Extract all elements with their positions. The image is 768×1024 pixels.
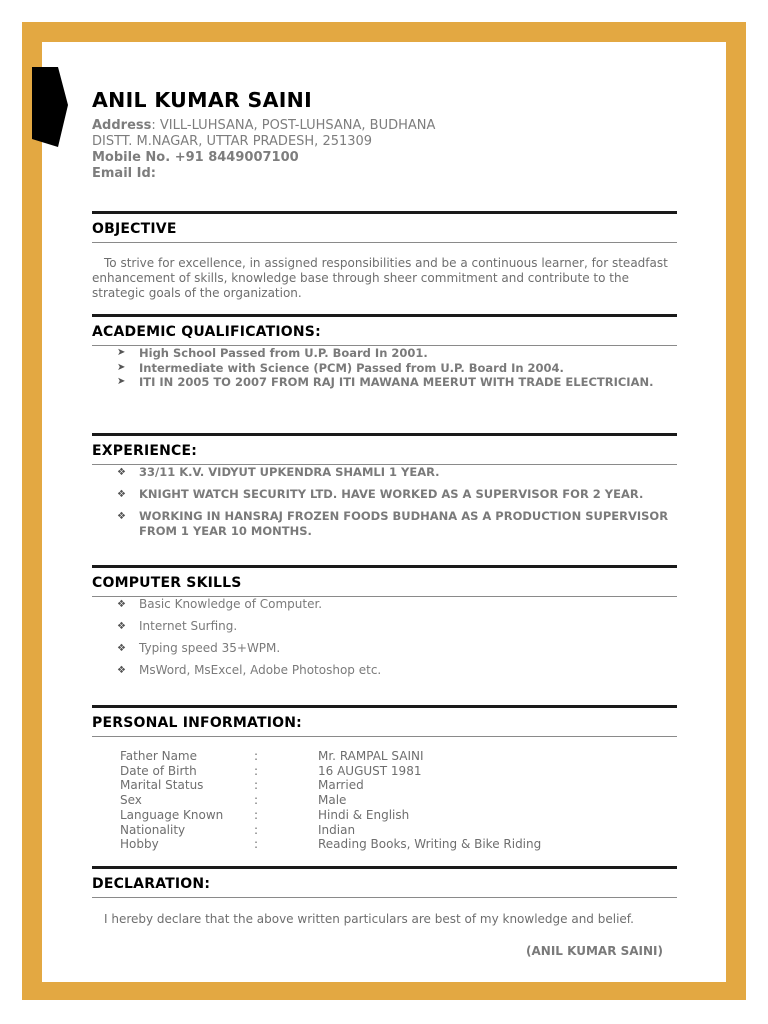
objective-heading: OBJECTIVE [92,221,177,237]
academic-section [92,314,677,390]
list-item: ➤ Intermediate with Science (PCM) Passed from U.P. Board In 2004. [117,360,564,375]
list-item: ❖ Internet Surfing. [117,619,238,633]
skills-list [92,597,677,678]
candidate-name: ANIL KUMAR SAINI [92,88,313,112]
arrow-bullet-icon: ➤ [117,347,126,358]
diamond-bullet-icon: ❖ [117,621,126,632]
address-label: Address [92,118,152,133]
objective-section [92,211,677,301]
list-item: ❖ 33/11 K.V. VIDYUT UPKENDRA SHAMLI 1 YEAR. [117,465,440,479]
table-row: Language Known : Hindi & English [120,807,410,822]
table-row: Father Name : Mr. RAMPAL SAINI [120,749,424,763]
arrow-bullet-icon: ➤ [117,361,126,373]
experience-heading: EXPERIENCE: [92,443,198,459]
skills-section [92,565,677,685]
list-item: ❖ Typing speed 35+WPM. [117,641,281,655]
contact-block [92,118,677,182]
section-divider [92,242,677,243]
diamond-bullet-icon: ❖ [117,511,126,522]
personal-section [92,705,677,852]
list-item: ❖ KNIGHT WATCH SECURITY LTD. HAVE WORKED AS A SUPERVISOR FOR 2 YEAR. [117,487,644,501]
address-line-1 [92,118,677,134]
diamond-bullet-icon: ❖ [117,599,126,610]
experience-section [92,433,677,546]
declaration-heading: DECLARATION: [92,876,211,892]
table-row: Sex : Male [120,793,347,808]
table-row: Nationality : Indian [120,822,356,837]
declaration-text: I hereby declare that the above written particulars are best of my knowledge and belief. [104,912,634,926]
diamond-bullet-icon: ❖ [117,467,126,478]
diamond-bullet-icon: ❖ [117,489,126,500]
header-tab-decoration [32,67,68,147]
personal-heading: PERSONAL INFORMATION: [92,715,302,731]
header [92,86,677,182]
email-label: Email Id: [92,166,156,181]
diamond-bullet-icon: ❖ [117,643,126,654]
declaration-section [92,866,677,926]
list-item: ❖ Basic Knowledge of Computer. [117,597,323,611]
list-item: ❖ MsWord, MsExcel, Adobe Photoshop etc. [117,663,382,677]
diamond-bullet-icon: ❖ [117,665,126,676]
arrow-bullet-icon: ➤ [117,376,126,387]
objective-text: To strive for excellence, in assigned responsibilities and be a continuous learner, for steadfast enhancement of skills, knowledge base through sheer commitment and contribute to the strategic goals of the organization. [92,256,668,300]
list-item: ❖ WORKING IN HANSRAJ FROZEN FOODS BUDHANA AS A PRODUCTION SUPERVISOR FROM 1 YEAR 10 MONTHS. [117,509,669,538]
mobile-number: Mobile No. +91 8449007100 [92,150,299,165]
list-item: ➤ High School Passed from U.P. Board In 2001. [117,346,428,360]
table-row: Marital Status : Married [120,778,364,793]
list-item: ➤ ITI IN 2005 TO 2007 FROM RAJ ITI MAWANA MEERUT WITH TRADE ELECTRICIAN. [117,375,654,389]
academic-heading: ACADEMIC QUALIFICATIONS: [92,324,321,340]
table-row: Hobby : Reading Books, Writing & Bike Riding [120,837,542,852]
academic-list [92,346,677,390]
section-divider [92,736,677,737]
address-line-2: DISTT. M.NAGAR, UTTAR PRADESH, 251309 [92,134,373,149]
address-value: : VILL-LUHSANA, POST-LUHSANA, BUDHANA [151,118,436,133]
personal-info-table [120,749,541,852]
table-row: Date of Birth : 16 AUGUST 1981 [120,763,422,778]
skills-heading: COMPUTER SKILLS [92,575,242,591]
section-divider [92,897,677,898]
experience-list [92,465,677,539]
signature-name: (ANIL KUMAR SAINI) [526,944,663,958]
